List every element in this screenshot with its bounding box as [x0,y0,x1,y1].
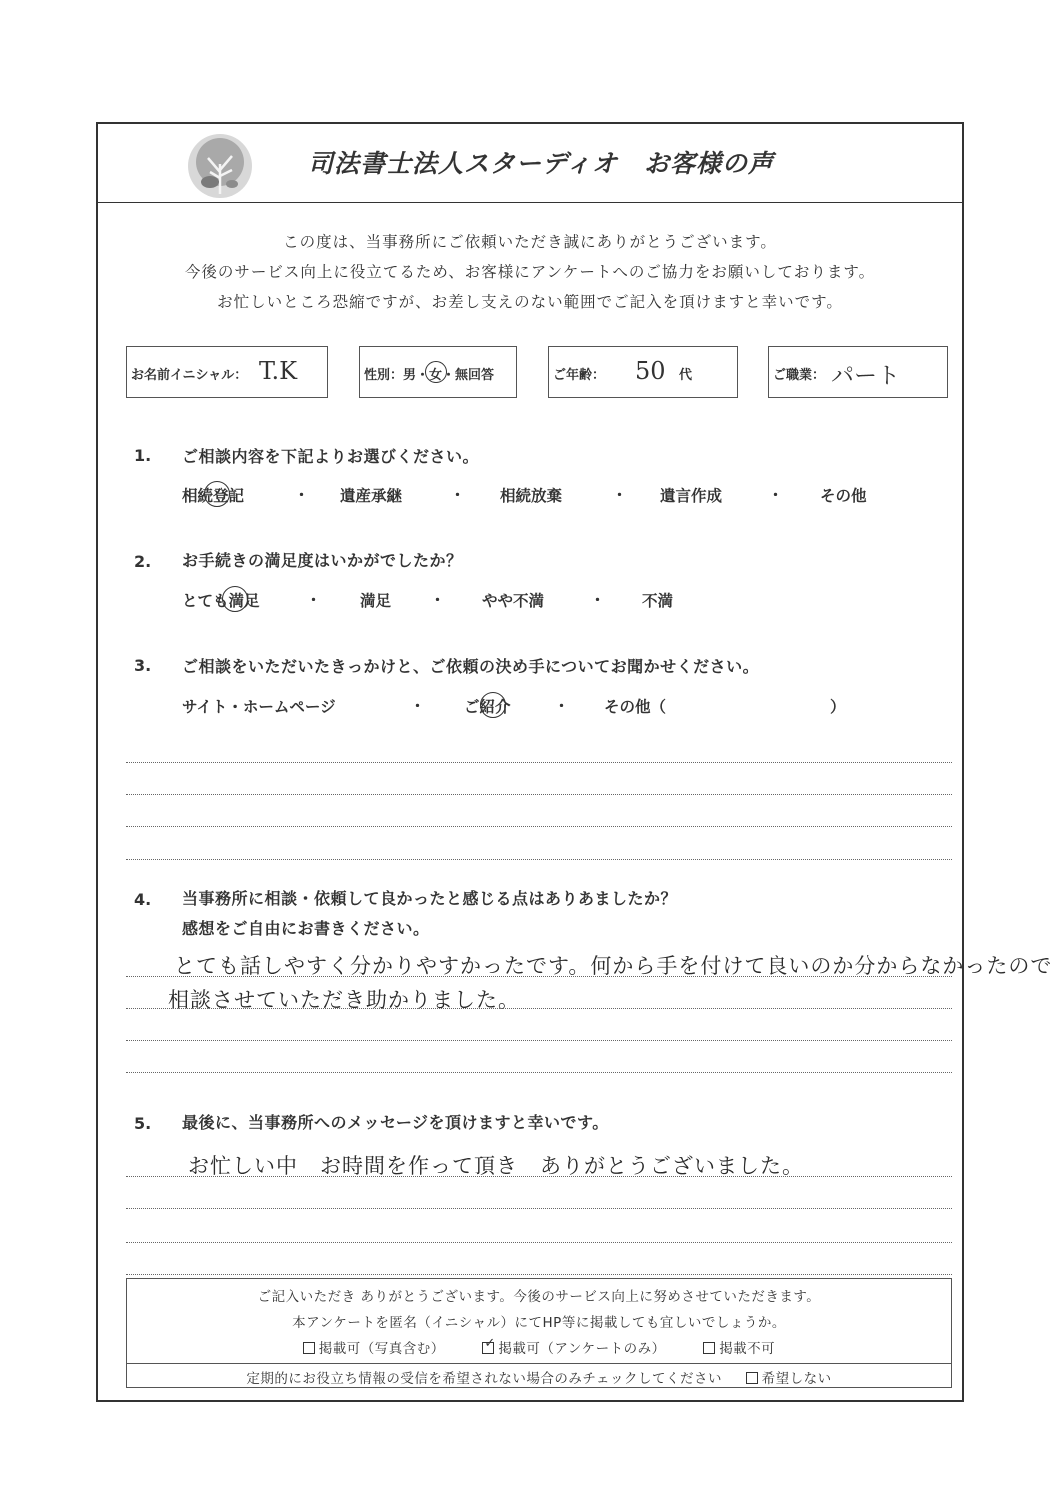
age-value: 50 [635,357,666,385]
intro-line-2: 今後のサービス向上に役立てるため、お客様にアンケートへのご協力をお願いしております。 [184,263,876,281]
checkbox-no-publish[interactable] [703,1342,715,1354]
checkbox-publish-survey-only[interactable] [482,1336,496,1354]
form-title: 司法書士法人スターディオ お客様の声 [308,149,775,178]
q1-option-2: 遺産承継 [340,487,403,505]
q5-question: 最後に、当事務所へのメッセージを頂けますと幸いです。 [182,1113,609,1132]
answer-line [126,1040,952,1041]
q3-selected-circle [480,692,506,718]
gender-field [359,346,517,398]
answer-line [126,1008,952,1009]
q4-number: 4. [134,890,152,909]
q1-option-1: 相続登記 [182,487,245,505]
separator-dot: ・ [450,486,466,504]
separator-dot: ・ [612,486,628,504]
q3-question: ご相談をいただいたきっかけと、ご依頼の決め手についてお聞かせください。 [182,657,760,676]
intro-line-1: この度は、当事務所にご依頼いただき誠にありがとうございます。 [283,233,777,251]
separator-dot: ・ [306,591,322,609]
q2-selected-circle [222,586,248,612]
answer-line [126,1208,952,1209]
newsletter-row [127,1367,951,1387]
age-unit: 代 [679,368,693,383]
answer-line [126,1176,952,1177]
q5-number: 5. [134,1114,152,1133]
consent-box [126,1278,952,1388]
q3-close-paren: ） [830,698,846,716]
newsletter-optout-label: 希望しない [761,1371,832,1387]
initial-field [126,346,328,398]
q5-answer: お忙しい中 お時間を作って頂き ありがとうございました。 [188,1154,804,1178]
q1-number: 1. [134,446,152,465]
q1-option-4: 遺言作成 [660,487,723,505]
q3-number: 3. [134,656,152,675]
answer-line [126,826,952,827]
q1-option-5: その他 [820,487,867,505]
age-label: ご年齢： [553,368,606,383]
gender-label: 性別：男・ [364,368,430,383]
survey-form [96,122,1053,1402]
checkbox-publish-with-photo[interactable] [303,1342,315,1354]
consent-question: 本アンケートを匿名（イニシャル）にてHP等に掲載しても宜しいでしょうか。 [292,1315,786,1331]
answer-line [126,762,952,763]
intro-line-3: お忙しいところ恐縮ですが、お差し支えのない範囲でご記入を頂けますと幸いです。 [217,293,843,311]
q2-option-3: やや不満 [482,592,545,610]
separator-dot: ・ [554,697,570,715]
age-field [548,346,738,398]
gender-selected: 女 [429,364,442,383]
answer-line [126,859,952,860]
q2-option-2: 満足 [360,592,392,610]
answer-line [126,1274,952,1275]
answer-line [126,1072,952,1073]
q2-number: 2. [134,552,152,571]
q3-option-2: ご紹介 [464,698,511,716]
q1-question: ご相談内容を下記よりお選びください。 [182,447,480,466]
q2-option-4: 不満 [642,592,674,610]
separator-dot: ・ [294,486,310,504]
q4-answer-line-1: とても話しやすく分かりやすかったです。何から手を付けて良いのか分からなかったので [174,954,1053,978]
q1-option-3: 相続放棄 [500,487,563,505]
answer-line [126,1242,952,1243]
checkbox-newsletter-optout[interactable] [746,1372,758,1384]
newsletter-text: 定期的にお役立ち情報の受信を希望されない場合のみチェックしてください [246,1371,722,1387]
initial-value: T.K [259,357,298,385]
q3-option-1: サイト・ホームページ [182,698,336,716]
initial-label: お名前イニシャル： [131,368,248,383]
separator-dot: ・ [430,591,446,609]
q3-option-3: その他（ [604,698,667,716]
consent-divider [127,1363,951,1364]
consent-options [127,1337,951,1357]
option-publish-survey-only: 掲載可（アンケートのみ） [498,1341,666,1357]
q4-question: 当事務所に相談・依頼して良かったと感じる点はありあましたか？ [182,889,678,908]
option-publish-with-photo: 掲載可（写真含む） [318,1341,445,1357]
consent-thanks: ご記入いただき ありがとうございます。今後のサービス向上に努めさせていただきます。 [257,1289,821,1305]
separator-dot: ・ [410,697,426,715]
q4-answer-line-2: 相談させていただき助かりました。 [168,988,520,1012]
q2-question: お手続きの満足度はいかがでしたか？ [182,551,463,570]
check-mark-icon: ✓ [484,1336,496,1351]
answer-line [126,976,952,977]
tree-logo-icon [186,132,254,200]
form-header [98,124,962,203]
q1-selected-circle [204,481,230,507]
q4-question-sub: 感想をご自由にお書きください。 [182,919,430,938]
separator-dot: ・ [768,486,784,504]
q2-option-1: とても満足 [182,592,260,610]
job-value: パート [831,363,900,389]
job-field [768,346,948,398]
answer-line [126,794,952,795]
separator-dot: ・ [590,591,606,609]
option-no-publish: 掲載不可 [719,1341,776,1357]
job-label: ご職業： [773,368,826,383]
gender-rest: ・無回答 [442,368,495,383]
